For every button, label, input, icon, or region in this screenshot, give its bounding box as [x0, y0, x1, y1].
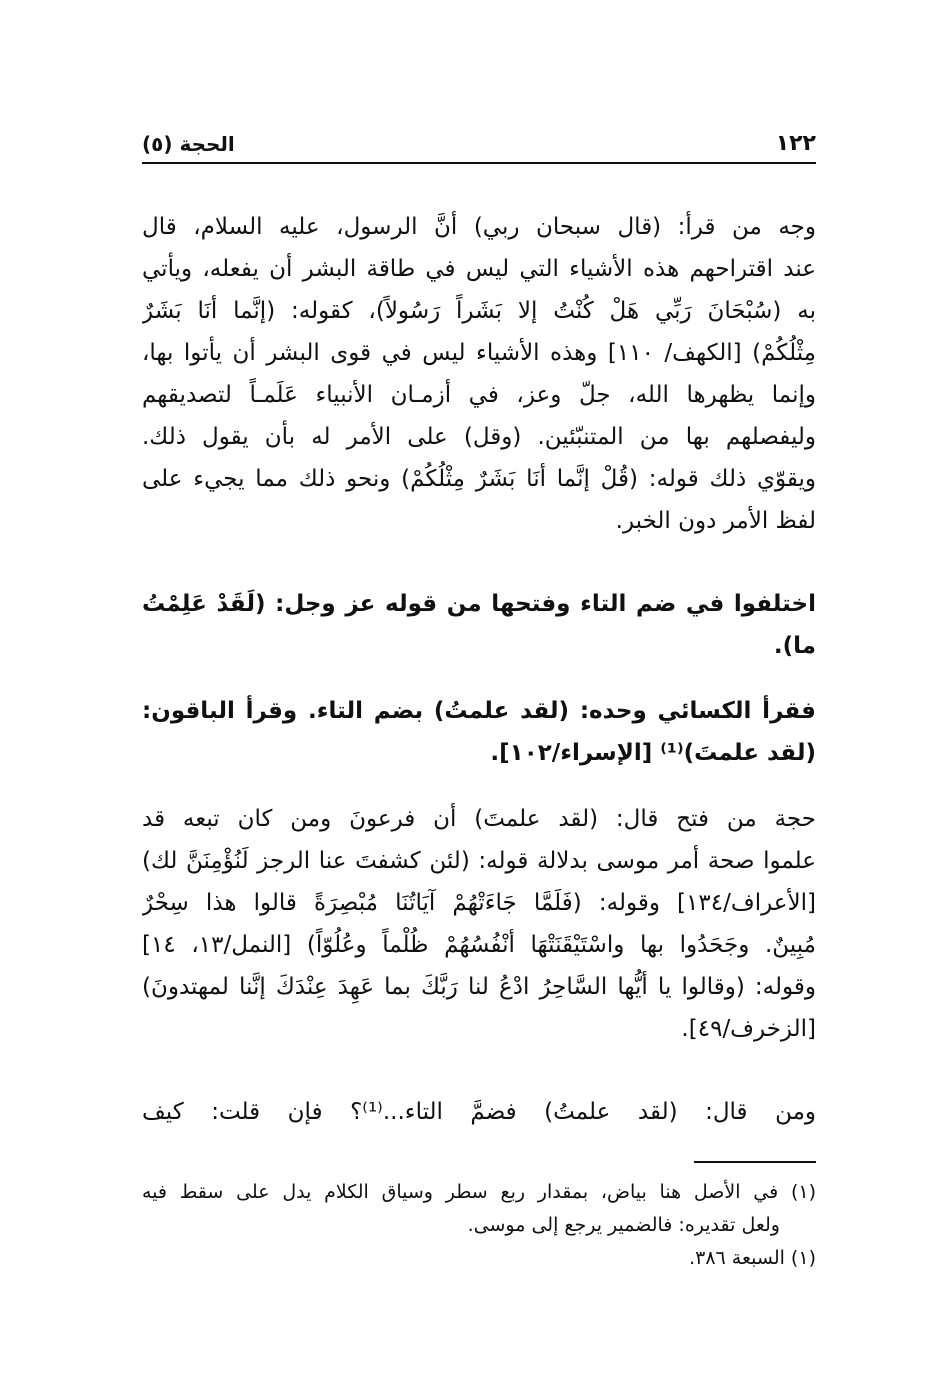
heading-line: اختلفوا في ضم التاء وفتحها من قوله عز وجل: (لَقَدْ عَلِمْتُ — [142, 591, 816, 617]
paragraph-1 — [142, 206, 816, 542]
running-title: الحجة (٥) — [142, 132, 235, 156]
paragraph-2 — [142, 690, 816, 774]
text-line: ومن قال: (لقد علمتُ) فضمَّ التاء...⁽¹⁾؟ فإن قلت: كيف — [142, 1099, 816, 1125]
text-line: فقرأ الكسائي وحده: (لقد علمتُ) بضم التاء. وقرأ الباقون: — [142, 698, 816, 724]
text-line: [الأعراف/١٣٤] وقوله: (فَلَمَّا جَاءَتْهُمْ آيَاتُنَا مُبْصِرَةً قالوا هذا سِحْرٌ — [142, 890, 816, 916]
footnote-line: ولعل تقديره: فالضمير يرجع إلى موسى. — [467, 1214, 780, 1236]
footnotes — [142, 1176, 816, 1275]
text-line: لفظ الأمر دون الخبر. — [615, 508, 816, 534]
paragraph-3 — [142, 798, 816, 1050]
text-line: وقوله: (وقالوا يا أيُّها السَّاحِرُ ادْعُ لنا رَبَّكَ بما عَهِدَ عِنْدَكَ إنَّنا لمهتدونَ) — [142, 974, 816, 1000]
page-number: ١٢٢ — [775, 131, 816, 156]
footnote-line: (١) في الأصل هنا بياض، بمقدار ربع سطر وسياق الكلام يدل على سقط فيه — [142, 1181, 816, 1203]
text-line: به (سُبْحَانَ رَبِّي هَلْ كُنْتُ إلا بَشَراً رَسُولاً)، كقوله: (إنَّما أنَا بَشَرٌ — [142, 298, 816, 324]
text-line: وإنما يظهرها الله، جلّ وعز، في أزمـان الأنبياء عَلَمـاً لتصديقهم — [142, 382, 816, 408]
header-rule — [142, 162, 816, 164]
text-line: (لقد علمتَ)⁽¹⁾ [الإسراء/١٠٢]. — [490, 740, 816, 766]
text-line: مُبِينٌ. وجَحَدُوا بها واسْتَيْقَنَتْهَا أنْفُسُهُمْ ظُلْماً وعُلُوّاً) [النمل/١٣، ١٤] — [142, 932, 816, 958]
page-header — [142, 112, 816, 156]
section-heading — [142, 583, 816, 667]
footnote-rule — [694, 1161, 816, 1163]
text-line: وجه من قرأ: (قال سبحان ربي) أنَّ الرسول، عليه السلام، قال — [142, 214, 816, 240]
text-line: مِثْلُكُمْ) [الكهف/ ١١٠] وهذه الأشياء ليس في قوى البشر أن يأتوا بها، — [142, 340, 816, 366]
text-line: علموا صحة أمر موسى بدلالة قوله: (لئن كشفتَ عنا الرجز لَنُؤْمِنَنَّ لك) — [142, 848, 816, 874]
text-line: وليفصلهم بها من المتنبّئين. (وقل) على الأمر له بأن يقول ذلك. — [142, 424, 816, 450]
text-line: ويقوّي ذلك قوله: (قُلْ إنَّما أنَا بَشَرٌ مِثْلُكُمْ) ونحو ذلك مما يجيء على — [142, 466, 816, 492]
text-line: حجة من فتح قال: (لقد علمتَ) أن فرعونَ ومن كان تبعه قد — [142, 806, 816, 832]
heading-line: ما). — [773, 633, 816, 659]
text-line: [الزخرف/٤٩]. — [681, 1016, 816, 1042]
paragraph-4 — [142, 1091, 816, 1133]
text-line: عند اقتراحهم هذه الأشياء التي ليس في طاقة البشر أن يفعله، ويأتي — [142, 256, 816, 282]
footnote-line: (١) السبعة ٣٨٦. — [689, 1247, 816, 1269]
